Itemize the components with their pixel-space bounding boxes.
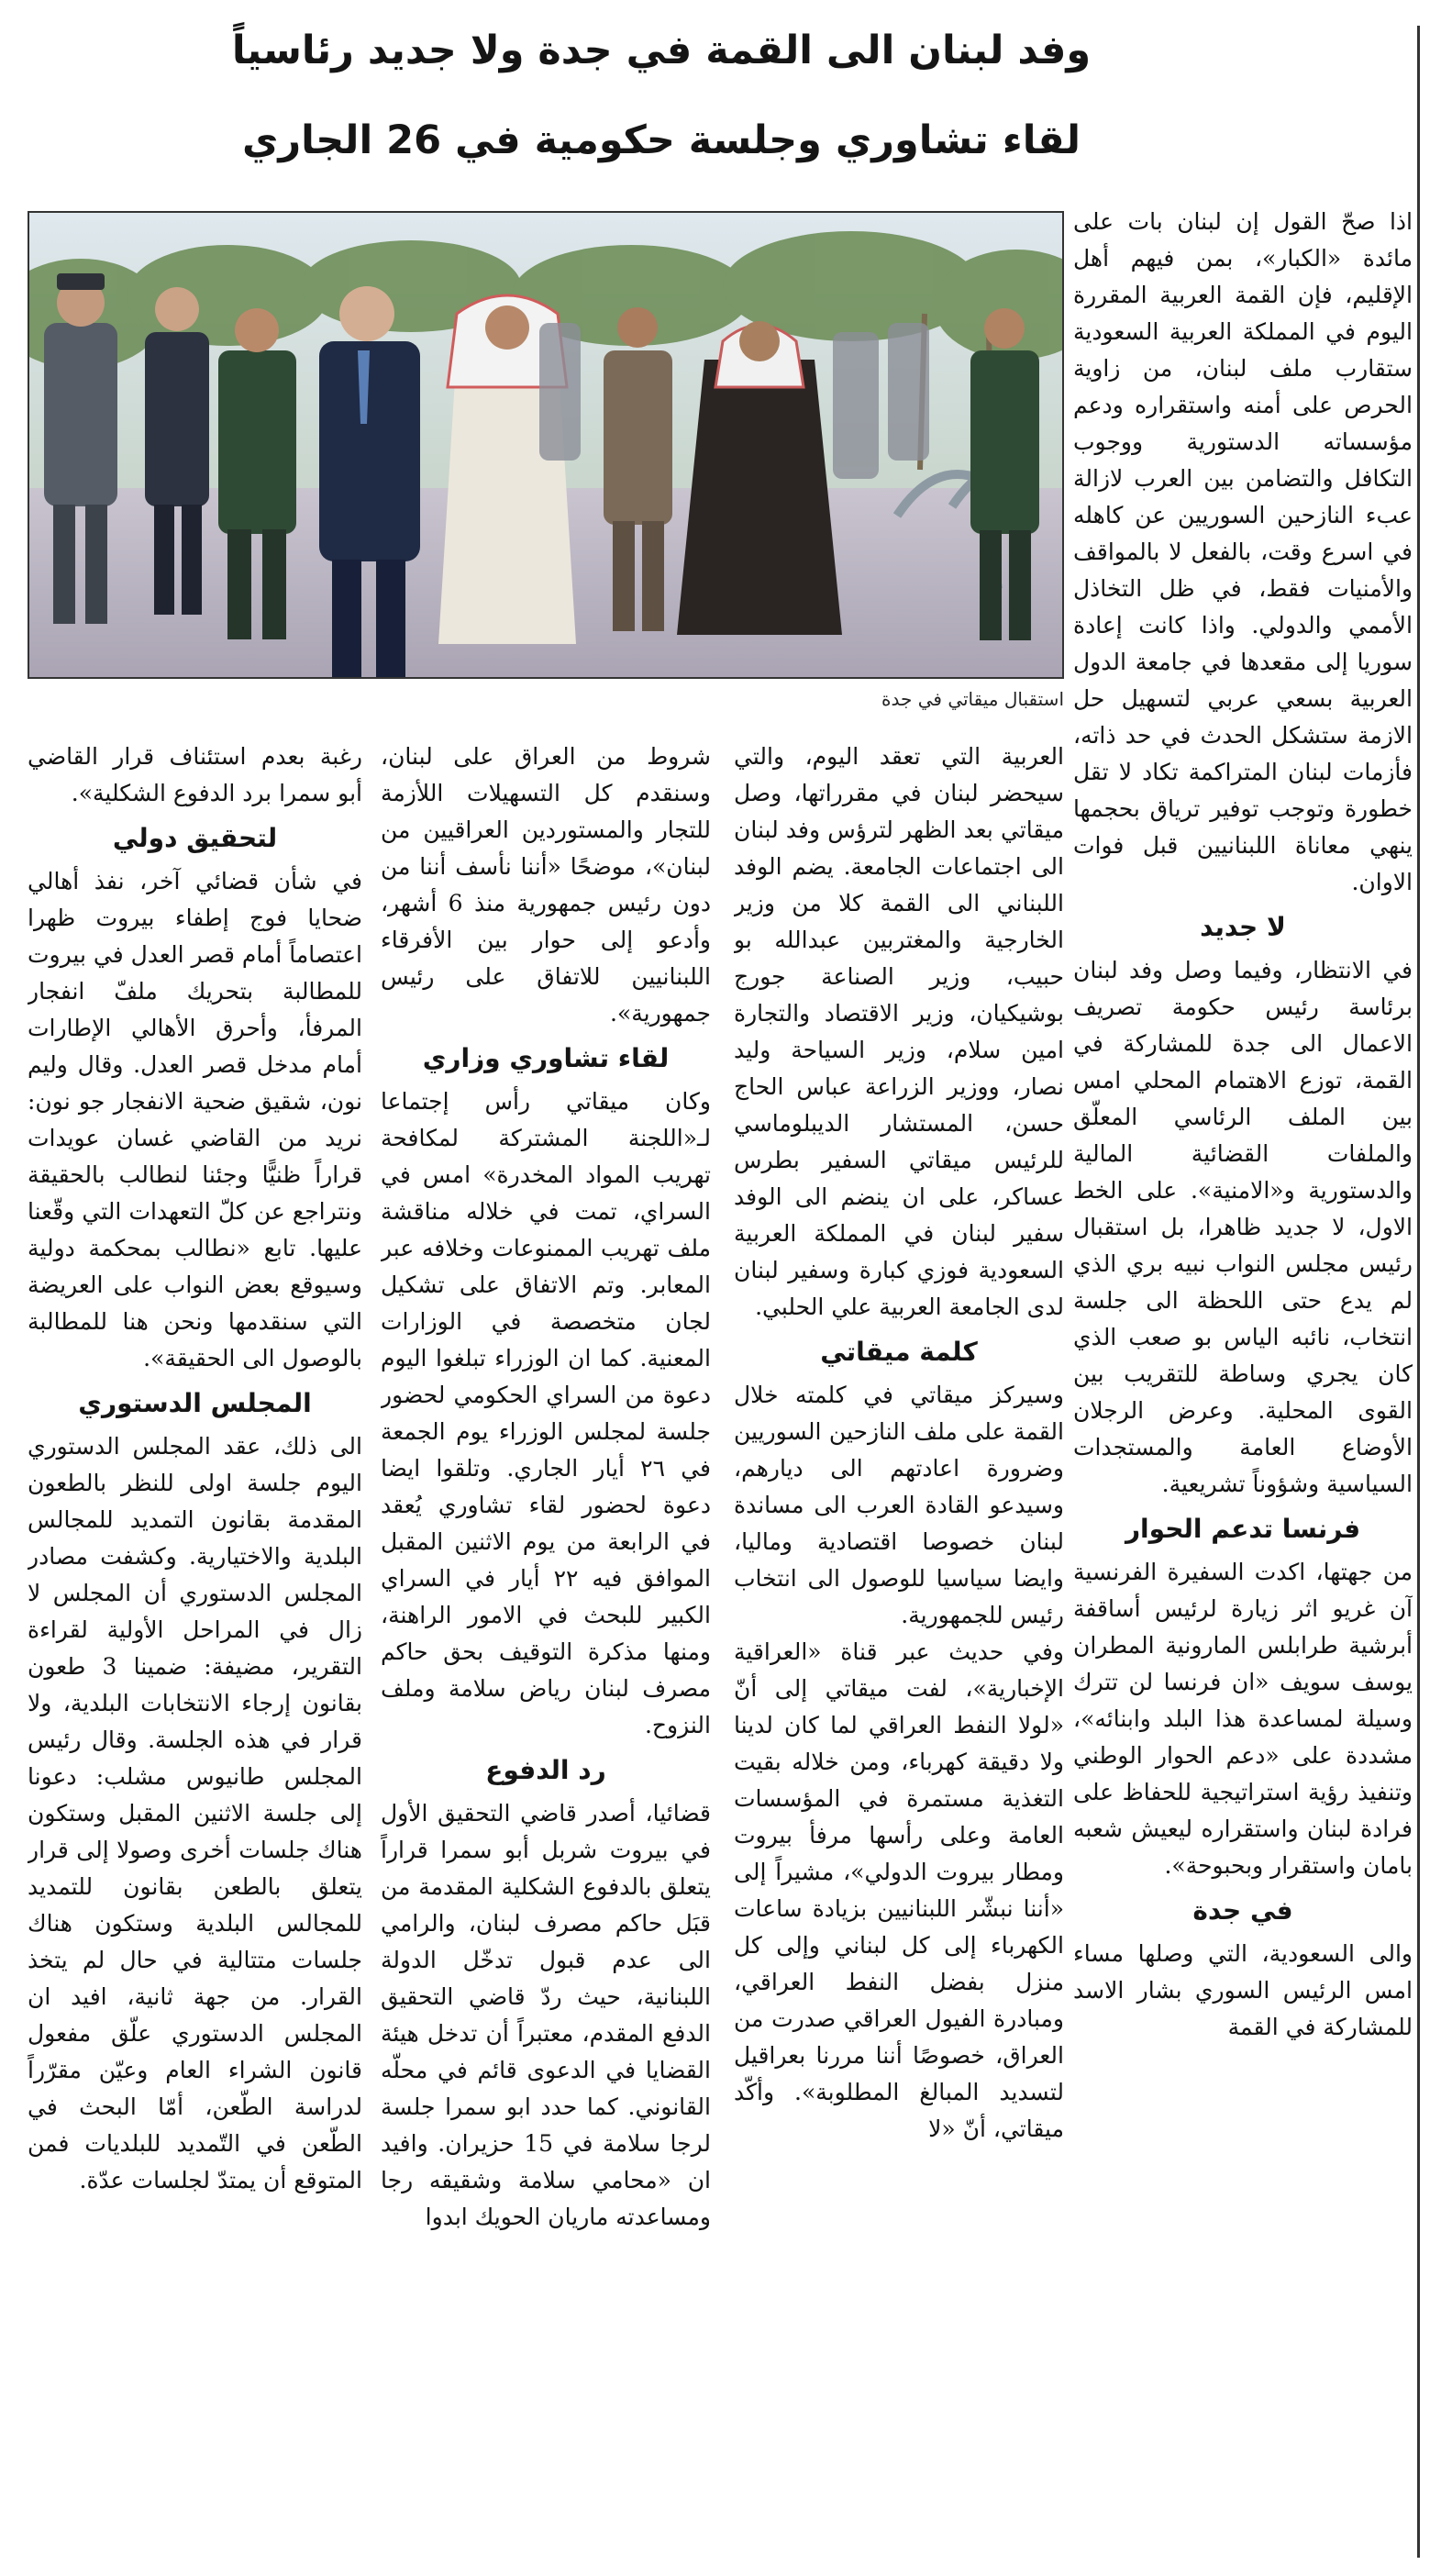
headline-line-1: وفد لبنان الى القمة في جدة ولا جديد رئاسياً [231, 28, 1092, 73]
subheading-radd: رد الدفوع [485, 1755, 606, 1785]
paragraph: في الانتظار، وفيما وصل وفد لبنان برئاسة رئيس حكومة تصريف الاعمال الى جدة للمشاركة في القمة، توزع الاهتمام المحلي امس بين الملف الرئاسي المعلّق والملفات القضائية المالية والدستورية و«الامنية». على الخط الاول، لا جديد ظاهرا، بل استقبال رئيس مجلس النواب نبيه بري الذي لم يدع حتى اللحظة الى جلسة انتخاب، نائبه الياس بو صعب الذي كان يجري وساطة للتقريب بين القوى المحلية. وعرض الرجلان الأوضاع العامة والمستجدات السياسية وشؤوناً تشريعية. [1073, 957, 1413, 1497]
paragraph: من جهتها، اكدت السفيرة الفرنسية آن غريو اثر زيارة لرئيس أساقفة أبرشية طرابلس المارونية المطران يوسف سويف «ان فرنسا لن تترك وسيلة لمساعدة هذا البلد وابنائه»، مشددة على «دعم الحوار الوطني وتنفيذ رؤية استراتيجية للحفاظ على فرادة لبنان واستقراره ليعيش شعبه بامان واستقرار وبحبوحة». [1073, 1559, 1413, 1879]
paragraph: رغبة بعدم استئناف قرار القاضي أبو سمرا برد الدفوع الشكلية». [28, 743, 362, 806]
article-column-1 [1073, 204, 1413, 2561]
subheading-tahqiq: لتحقيق دولي [112, 823, 278, 853]
subheading-majlis: المجلس الدستوري [78, 1388, 312, 1418]
subheading-france: فرنسا تدعم الحوار [1125, 1514, 1361, 1544]
paragraph: وفي حديث عبر قناة «العراقية الإخبارية»، لفت ميقاتي إلى أنّ «لولا النفط العراقي لما كان لدينا ولا دقيقة كهرباء، ومن خلاله بقيت التغذية مستمرة في المؤسسات العامة وعلى رأسها مرفأ بيروت ومطار بيروت الدولي»، مشيراً إلى «أننا نبشّر اللبنانيين بزيادة ساعات الكهرباء إلى كل لبناني وإلى كل منزل بفضل النفط العراقي، ومبادرة الفيول العراقي صدرت من العراق، خصوصًا أننا مررنا بعراقيل لتسديد المبالغ المطلوبة». وأكّد ميقاتي، أنّ «لا [734, 1638, 1064, 2142]
headline-line-2: لقاء تشاوري وجلسة حكومية في 26 الجاري [242, 117, 1081, 163]
paragraph: والى السعودية، التي وصلها مساء امس الرئيس السوري بشار الاسد للمشاركة في القمة [1073, 1940, 1413, 2040]
paragraph: وسيركز ميقاتي في كلمته خلال القمة على ملف النازحين السوريين وضرورة اعادتهم الى ديارهم، وسيدعو القادة العرب الى مساندة لبنان خصوصا اقتصادية وماليا، وايضا سياسيا للوصول الى انتخاب رئيس للجمهورية. [734, 1382, 1064, 1628]
paragraph: اذا صحّ القول إن لبنان بات على مائدة «الكبار»، بمن فيهم أهل الإقليم، فإن القمة العربية المقررة اليوم في المملكة العربية السعودية ستقارب ملف لبنان، من زاوية الحرص على أمنه واستقراره ودعم مؤسساته الدستورية ووجوب التكافل والتضامن بين العرب لازالة عبء النازحين السوريين عن كاهله في اسرع وقت، بالفعل لا بالمواقف والأمنيات فقط، في ظل التخاذل الأممي والدولي. واذا كانت إعادة سوريا إلى مقعدها في جامعة الدول العربية بسعي عربي لتسهيل حل الازمة ستشكل الحدث في حد ذاته، فأزمات لبنان المتراكمة تكاد لا تقل خطورة وتوجب توفير ترياق بحجمها ينهي معاناة اللبنانيين قبل فوات الاوان. [1073, 208, 1413, 895]
paragraph: شروط من العراق على لبنان، وسنقدم كل التسهيلات اللأزمة للتجار والمستوردين العراقيين من لبنان»، موضحًا «أننا نأسف أننا من دون رئيس جمهورية منذ 6 أشهر، وأدعو إلى حوار بين الأفرقاء اللبنانيين للاتفاق على رئيس جمهورية». [381, 743, 711, 1027]
column-divider [1417, 26, 1420, 2558]
article-column-3 [381, 738, 711, 2559]
photo-illustration [28, 213, 1062, 679]
photo-caption: استقبال ميقاتي في جدة [881, 688, 1064, 710]
subheading-jeddah: في جدة [1192, 1895, 1293, 1926]
subheading-liqaa: لقاء تشاوري وزاري [422, 1043, 670, 1073]
subheading-la-jadid: لا جديد [1200, 912, 1286, 942]
paragraph: الى ذلك، عقد المجلس الدستوري اليوم جلسة اولى للنظر بالطعون المقدمة بقانون التمديد للمجالس البلدية والاختيارية. وكشفت مصادر المجلس الدستوري أن المجلس لا زال في المراحل الأولية لقراءة التقرير، مضيفة: ضمينا 3 طعون بقانون إرجاء الانتخابات البلدية، ولا قرار في هذه الجلسة. وقال رئيس المجلس طانيوس مشلب: دعونا إلى جلسة الاثنين المقبل وستكون هناك جلسات أخرى وصولا إلى قرار يتعلق بالطعن بقانون للتمديد للمجالس البلدية وستكون هناك جلسات متتالية في حال لم يتخذ القرار. من جهة ثانية، افيد ان المجلس الدستوري علّق مفعول قانون الشراء العام وعيّن مقرّراً لدراسة الطّعن، أمّا البحث في الطّعن في التّمديد للبلديات فمن المتوقع أن يمتدّ لجلسات عدّة. [28, 1433, 362, 2193]
subheading-kalima: كلمة ميقاتي [820, 1337, 978, 1367]
paragraph: وكان ميقاتي رأس إجتماعا لـ«اللجنة المشتركة لمكافحة تهريب المواد المخدرة» امس في السراي، تمت في خلاله مناقشة ملف تهريب الممنوعات وخلافه عبر المعابر. وتم الاتفاق على تشكيل لجان متخصصة في الوزارات المعنية. كما ان الوزراء تبلغوا اليوم دعوة من السراي الحكومي لحضور جلسة لمجلس الوزراء يوم الجمعة في ٢٦ أيار الجاري. وتلقوا ايضا دعوة لحضور لقاء تشاوري يُعقد في الرابعة من يوم الاثنين المقبل الموافق فيه ٢٢ أيار في السراي الكبير للبحث في الامور الراهنة، ومنها مذكرة التوقيف بحق حاكم مصرف لبنان رياض سلامة وملف النزوح. [381, 1088, 711, 1738]
article-column-4 [28, 738, 362, 2559]
paragraph: في شأن قضائي آخر، نفذ أهالي ضحايا فوج إطفاء بيروت ظهرا اعتصاماً أمام قصر العدل في بيروت للمطالبة بتحريك ملفّ انفجار المرفأ، وأحرق الأهالي الإطارات أمام مدخل قصر العدل. وقال وليم نون، شقيق ضحية الانفجار جو نون: نريد من القاضي غسان عويدات قراراً ظنيًّا وجئنا لنطالب بالحقيقة ونتراجع عن كلّ التعهدات التي وقّعنا عليها. تابع «نطالب بمحكمة دولية وسيوقع بعض النواب على العريضة التي سنقدمها ونحن هنا للمطالبة بالوصول الى الحقيقة». [28, 868, 362, 1371]
news-photo [28, 211, 1064, 679]
paragraph: العربية التي تعقد اليوم، والتي سيحضر لبنان في مقرراتها، وصل ميقاتي بعد الظهر لترؤس وفد لبنان الى اجتماعات الجامعة. يضم الوفد اللبناني الى القمة كلا من وزير الخارجية والمغتربين عبدالله بو حبيب، وزير الصناعة جورج بوشيكيان، وزير الاقتصاد والتجارة امين سلام، وزير السياحة وليد نصار، ووزير الزراعة عباس الحاج حسن، المستشار الديبلوماسي للرئيس ميقاتي السفير بطرس عساكر، على ان ينضم الى الوفد سفير لبنان في المملكة العربية السعودية فوزي كبارة وسفير لبنان لدى الجامعة العربية علي الحلبي. [734, 743, 1064, 1320]
paragraph: قضائيا، أصدر قاضي التحقيق الأول في بيروت شربل أبو سمرا قراراً يتعلق بالدفوع الشكلية المقدمة من قبَل حاكم مصرف لبنان، والرامي الى عدم قبول تدخّل الدولة اللبنانية، حيث ردّ قاضي التحقيق الدفع المقدم، معتبراً أن تدخل هيئة القضايا في الدعوى قائم في محلّه القانوني. كما حدد ابو سمرا جلسة لرجا سلامة في 15 حزيران. وافيد ان «محامي سلامة وشقيقه رجا ومساعدته ماريان الحويك ابدوا [381, 1800, 711, 2230]
article-column-2 [734, 738, 1064, 2559]
